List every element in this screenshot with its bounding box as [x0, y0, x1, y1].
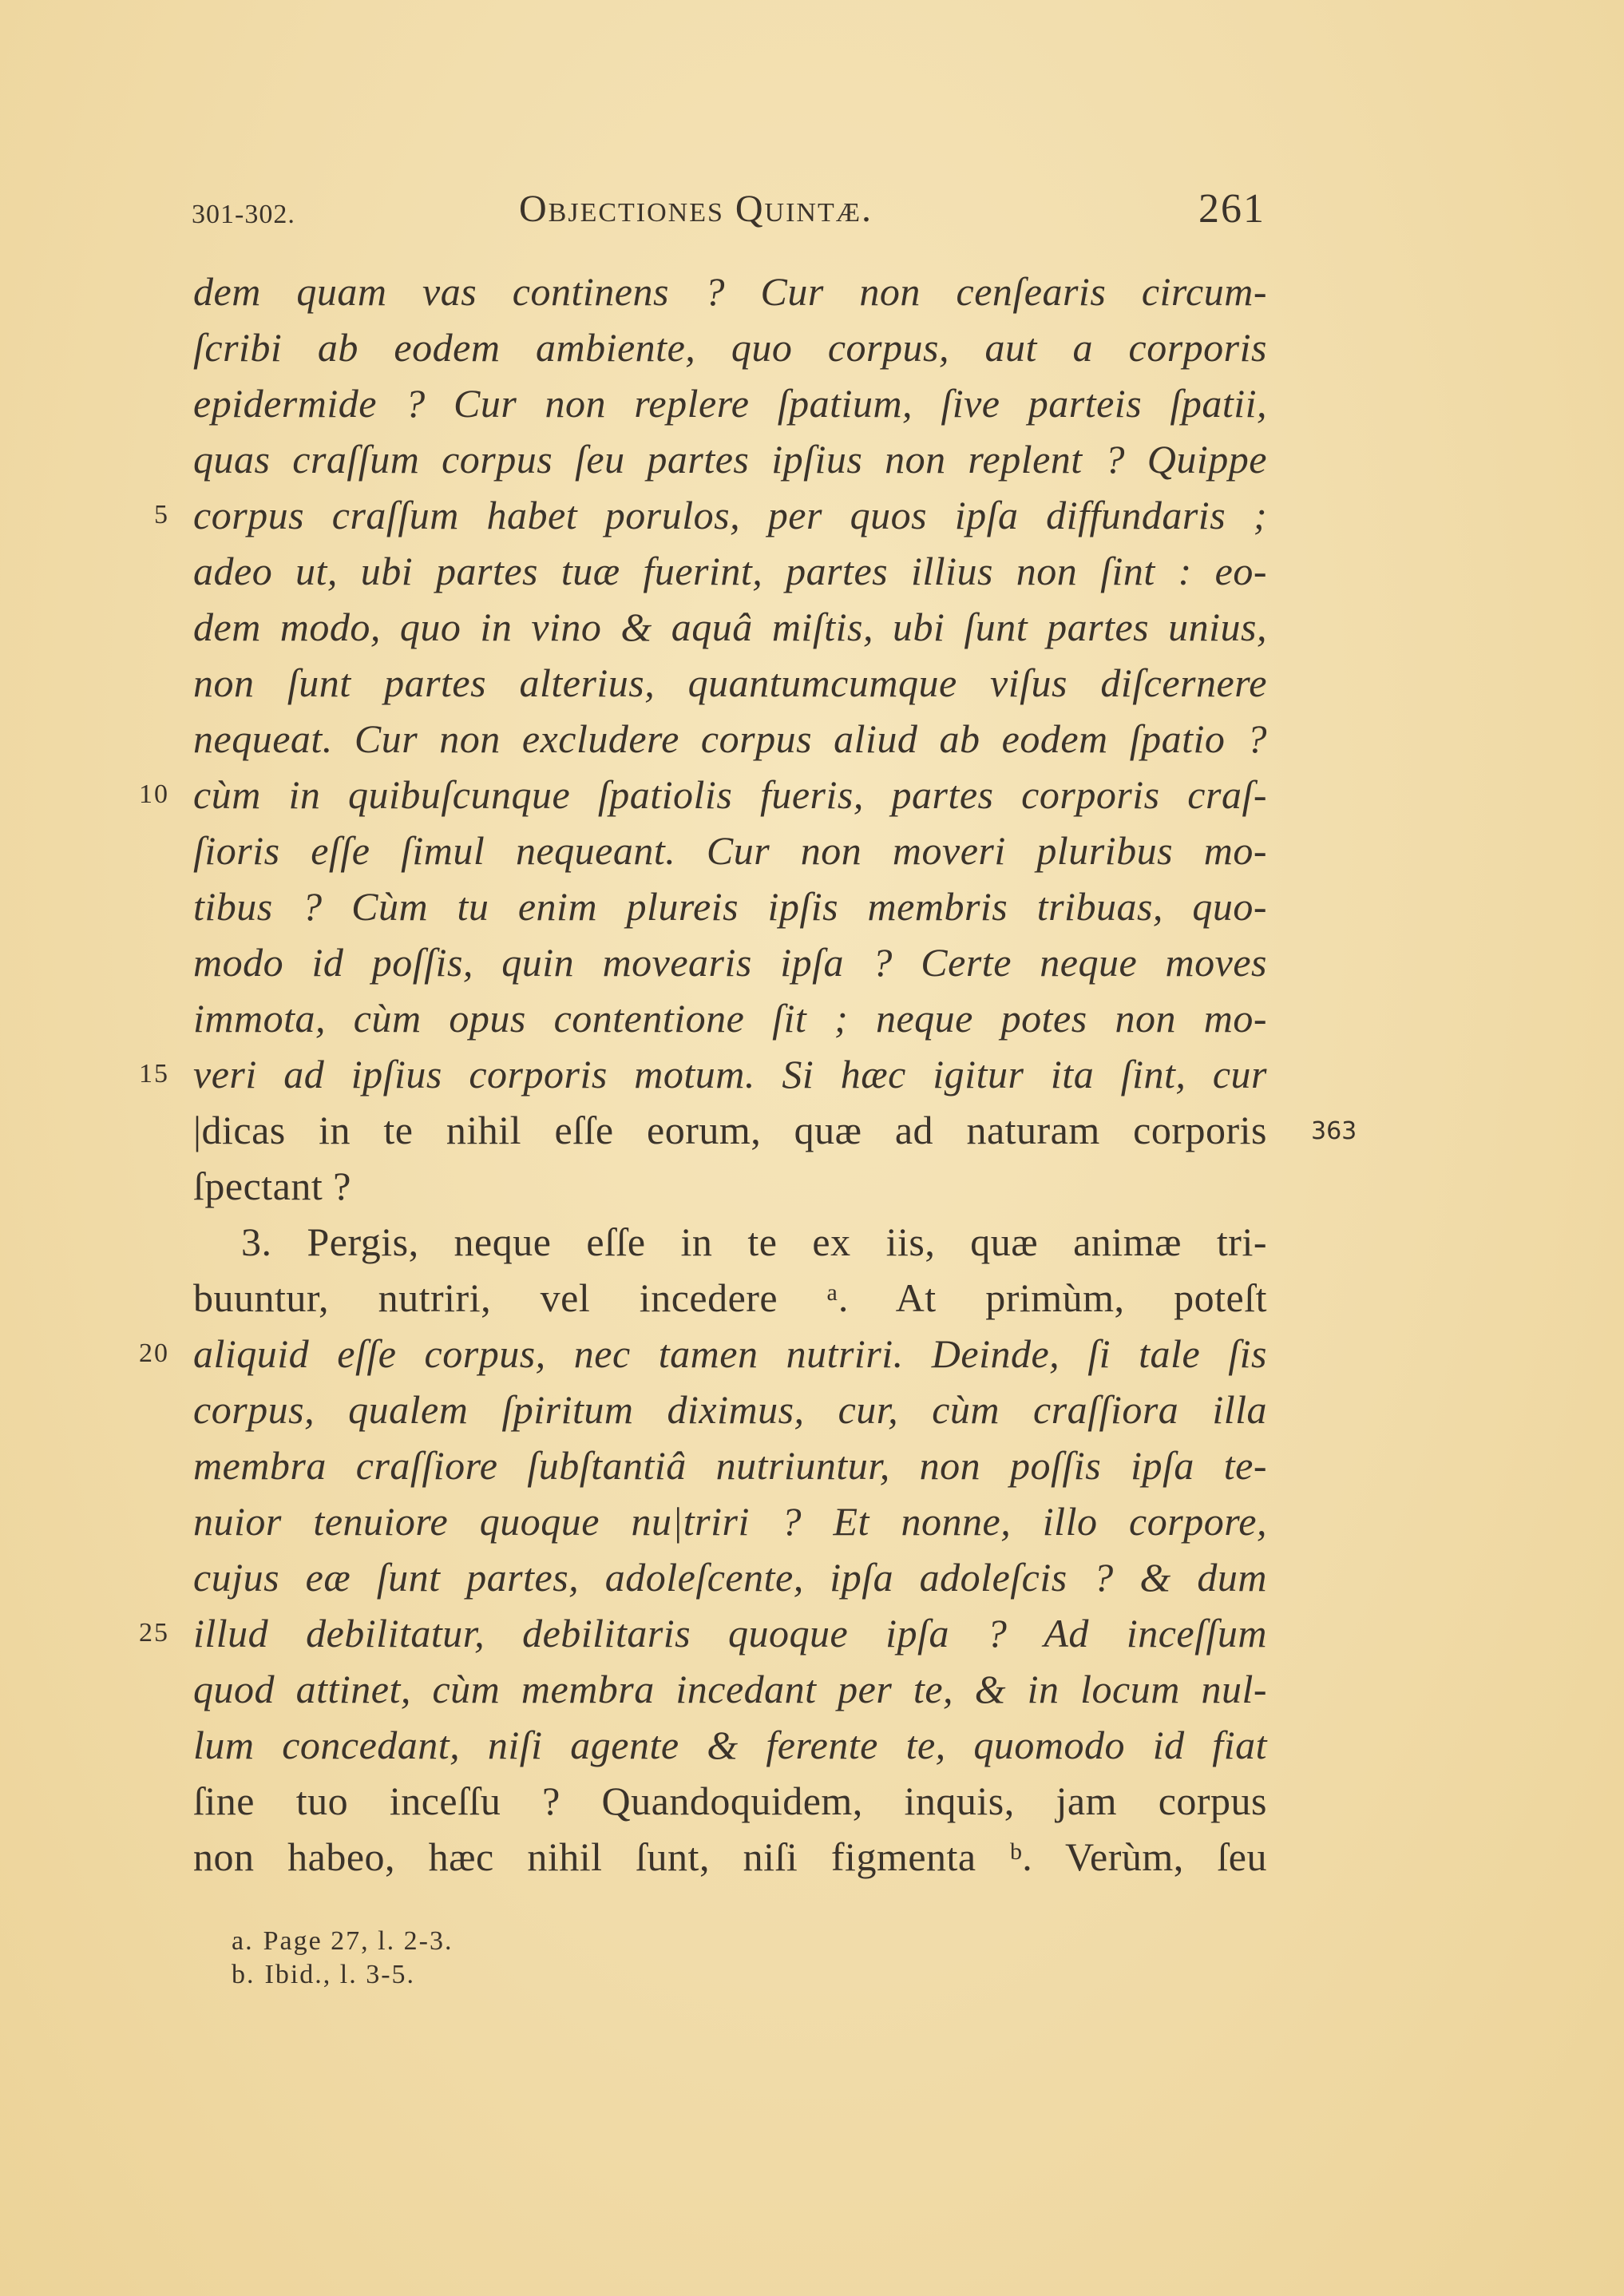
line-number: 25 — [139, 1618, 169, 1648]
text-line — [193, 1829, 1267, 1885]
line-text: cujus eæ ſunt partes, adoleſcente, ipſa adoleſcis ? & dum — [193, 1555, 1267, 1600]
text-line — [193, 1773, 1267, 1829]
line-text: corpus craſſum habet porulos, per quos ipſa diffundaris ; — [193, 493, 1267, 537]
text-line — [139, 767, 1267, 823]
line-text: immota, cùm opus contentione ſit ; neque potes non mo- — [193, 996, 1267, 1041]
text-line — [193, 1661, 1267, 1717]
text-line — [193, 264, 1267, 319]
text-line — [193, 1214, 1267, 1270]
line-text: dem modo, quo in vino & aquâ miſtis, ubi ſunt partes unius, — [193, 605, 1267, 649]
running-header — [192, 182, 1266, 238]
text-line — [193, 711, 1267, 767]
text-line — [193, 1493, 1267, 1549]
line-text: lum concedant, niſi agente & ferente te, quomodo id fiat — [193, 1723, 1267, 1767]
line-number: 20 — [139, 1338, 169, 1368]
text-line — [193, 375, 1267, 431]
body-text — [139, 264, 1357, 1885]
footnote-label: a. — [232, 1926, 254, 1956]
line-number: 15 — [139, 1059, 169, 1089]
line-text: dem quam vas continens ? Cur non cenſearis circum- — [193, 269, 1267, 314]
text-line — [193, 1102, 1357, 1158]
text-line — [193, 1549, 1267, 1605]
text-line — [193, 1270, 1267, 1326]
text-line — [193, 878, 1267, 934]
footnote — [232, 1958, 950, 1992]
line-text: ſpectant ? — [193, 1164, 351, 1208]
line-text: cùm in quibuſcunque ſpatiolis fueris, partes corporis craſ- — [193, 772, 1267, 817]
text-line — [193, 990, 1267, 1046]
line-text: 3. Pergis, neque eſſe in te ex iis, quæ animæ tri- — [241, 1219, 1267, 1264]
text-line — [193, 655, 1267, 711]
text-line — [154, 487, 1267, 543]
line-text: quod attinet, cùm membra incedant per te, & in locum nul- — [193, 1667, 1267, 1711]
line-text: modo id poſſis, quin movearis ipſa ? Certe neque moves — [193, 940, 1267, 985]
line-text: membra craſſiore ſubſtantiâ nutriuntur, non poſſis ipſa te- — [193, 1443, 1267, 1488]
footnotes — [232, 1925, 950, 1992]
text-line — [139, 1046, 1267, 1102]
line-text: veri ad ipſius corporis motum. Si hæc igitur ita ſint, cur — [193, 1052, 1267, 1096]
text-line — [139, 1605, 1267, 1661]
line-text: adeo ut, ubi partes tuæ fuerint, partes illius non ſint : eo- — [193, 549, 1267, 593]
footnote-text: Page 27, l. 2-3. — [263, 1926, 454, 1956]
line-text: tibus ? Cùm tu enim plureis ipſis membris tribuas, quo- — [193, 884, 1267, 929]
text-line — [139, 1326, 1267, 1382]
line-text: non habeo, hæc nihil ſunt, niſi figmenta ᵇ. Verùm, ſeu — [193, 1834, 1267, 1879]
line-text: buuntur, nutriri, vel incedere ᵃ. At primùm, poteſt — [193, 1275, 1267, 1320]
line-text: |dicas in te nihil eſſe eorum, quæ ad naturam corporis — [193, 1108, 1267, 1152]
text-line — [193, 1158, 1267, 1214]
text-line — [193, 599, 1267, 655]
page-number: 261 — [1198, 186, 1266, 232]
line-number: 10 — [139, 779, 169, 809]
text-line — [193, 1437, 1267, 1493]
folio-range: 301-302. — [192, 200, 295, 229]
line-text: ſcribi ab eodem ambiente, quo corpus, aut a corporis — [193, 325, 1267, 370]
line-text: epidermide ? Cur non replere ſpatium, ſive parteis ſpatii, — [193, 381, 1267, 426]
footnote-text: Ibid., l. 3-5. — [264, 1960, 416, 1989]
text-line — [193, 319, 1267, 375]
line-text: nuior tenuiore quoque nu|triri ? Et nonne, illo corpore, — [193, 1499, 1267, 1544]
line-text: non ſunt partes alterius, quantumcumque viſus diſcernere — [193, 660, 1267, 705]
text-line — [193, 934, 1267, 990]
line-number: 5 — [154, 500, 169, 529]
running-title: Objectiones Quintæ. — [519, 188, 873, 230]
line-text: nequeat. Cur non excludere corpus aliud ab eodem ſpatio ? — [193, 716, 1267, 761]
footnote-label: b. — [232, 1960, 255, 1989]
text-line — [193, 543, 1267, 599]
margin-reference-number: 363 — [1311, 1117, 1357, 1145]
line-text: illud debilitatur, debilitaris quoque ipſa ? Ad inceſſum — [193, 1611, 1267, 1656]
line-text: quas craſſum corpus ſeu partes ipſius non replent ? Quippe — [193, 437, 1267, 482]
text-line — [193, 823, 1267, 878]
footnote — [232, 1925, 950, 1958]
line-text: ſioris eſſe ſimul nequeant. Cur non moveri pluribus mo- — [193, 828, 1267, 873]
text-line — [193, 1382, 1267, 1437]
line-text: corpus, qualem ſpiritum diximus, cur, cùm craſſiora illa — [193, 1387, 1267, 1432]
line-text: ſine tuo inceſſu ? Quandoquidem, inquis, jam corpus — [193, 1779, 1267, 1823]
line-text: aliquid eſſe corpus, nec tamen nutriri. Deinde, ſi tale ſis — [193, 1331, 1267, 1376]
text-line — [193, 1717, 1267, 1773]
text-line — [193, 431, 1267, 487]
